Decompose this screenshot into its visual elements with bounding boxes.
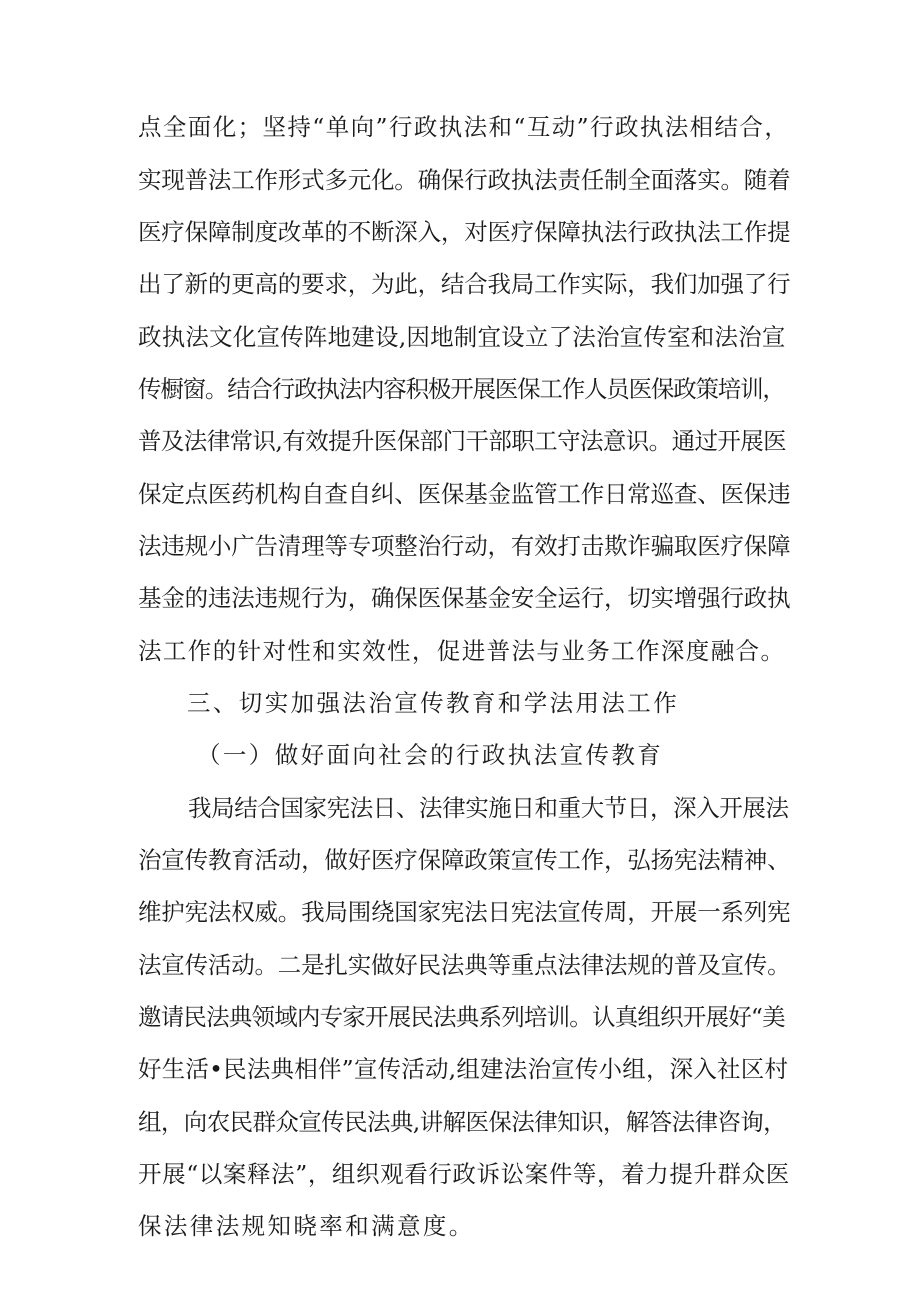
paragraph-line: 保定点医药机构自查自纠、医保基金监管工作日常巡查、医保违 [138,480,791,508]
paragraph-line: 好生活•民法典相伴”宣传活动,组建法治宣传小组，深入社区村 [138,1055,789,1083]
paragraph-line: 政执法文化宣传阵地建设,因地制宜设立了法治宣传室和法治宣 [138,323,786,351]
paragraph-line: 治宣传教育活动，做好医疗保障政策宣传工作，弘扬宪法精神、 [138,846,791,874]
paragraph-line: 法宣传活动。二是扎实做好民法典等重点法律法规的普及宣传。 [138,951,791,979]
paragraph-line: 保法律法规知晓率和满意度。 [138,1212,475,1240]
section-heading: 三、切实加强法治宣传教育和学法用法工作 [187,689,680,717]
paragraph-line: 开展“以案释法”，组织观看行政诉讼案件等，着力提升群众医 [138,1160,790,1188]
paragraph-line: 传橱窗。结合行政执法内容积极开展医保工作人员医保政策培训， [138,375,785,403]
paragraph-line: 法工作的针对性和实效性，促进普法与业务工作深度融合。 [138,637,786,665]
paragraph-line: 维护宪法权威。我局围绕国家宪法日宪法宣传周，开展一系列宪 [138,898,791,926]
paragraph-line: 医疗保障制度改革的不断深入，对医疗保障执法行政执法工作提 [138,218,791,246]
paragraph-line: 邀请民法典领域内专家开展民法典系列培训。认真组织开展好“美 [138,1003,785,1031]
paragraph-line: 我局结合国家宪法日、法律实施日和重大节日，深入开展法 [188,794,789,822]
paragraph-line: 法违规小广告清理等专项整治行动，有效打击欺诈骗取医疗保障 [138,532,791,560]
paragraph-line: 普及法律常识,有效提升医保部门干部职工守法意识。通过开展医 [138,427,787,455]
paragraph-line: 基金的违法违规行为，确保医保基金安全运行，切实增强行政执 [138,584,791,612]
subsection-heading: （一）做好面向社会的行政执法宣传教育 [197,741,664,769]
paragraph-line: 组，向农民群众宣传民法典,讲解医保法律知识，解答法律咨询， [138,1108,787,1136]
paragraph-line: 点全面化；坚持“单向”行政执法和“互动”行政执法相结合， [138,113,790,141]
paragraph-line: 出了新的更高的要求，为此，结合我局工作实际，我们加强了行 [138,270,791,298]
paragraph-line: 实现普法工作形式多元化。确保行政执法责任制全面落实。随着 [138,166,791,194]
